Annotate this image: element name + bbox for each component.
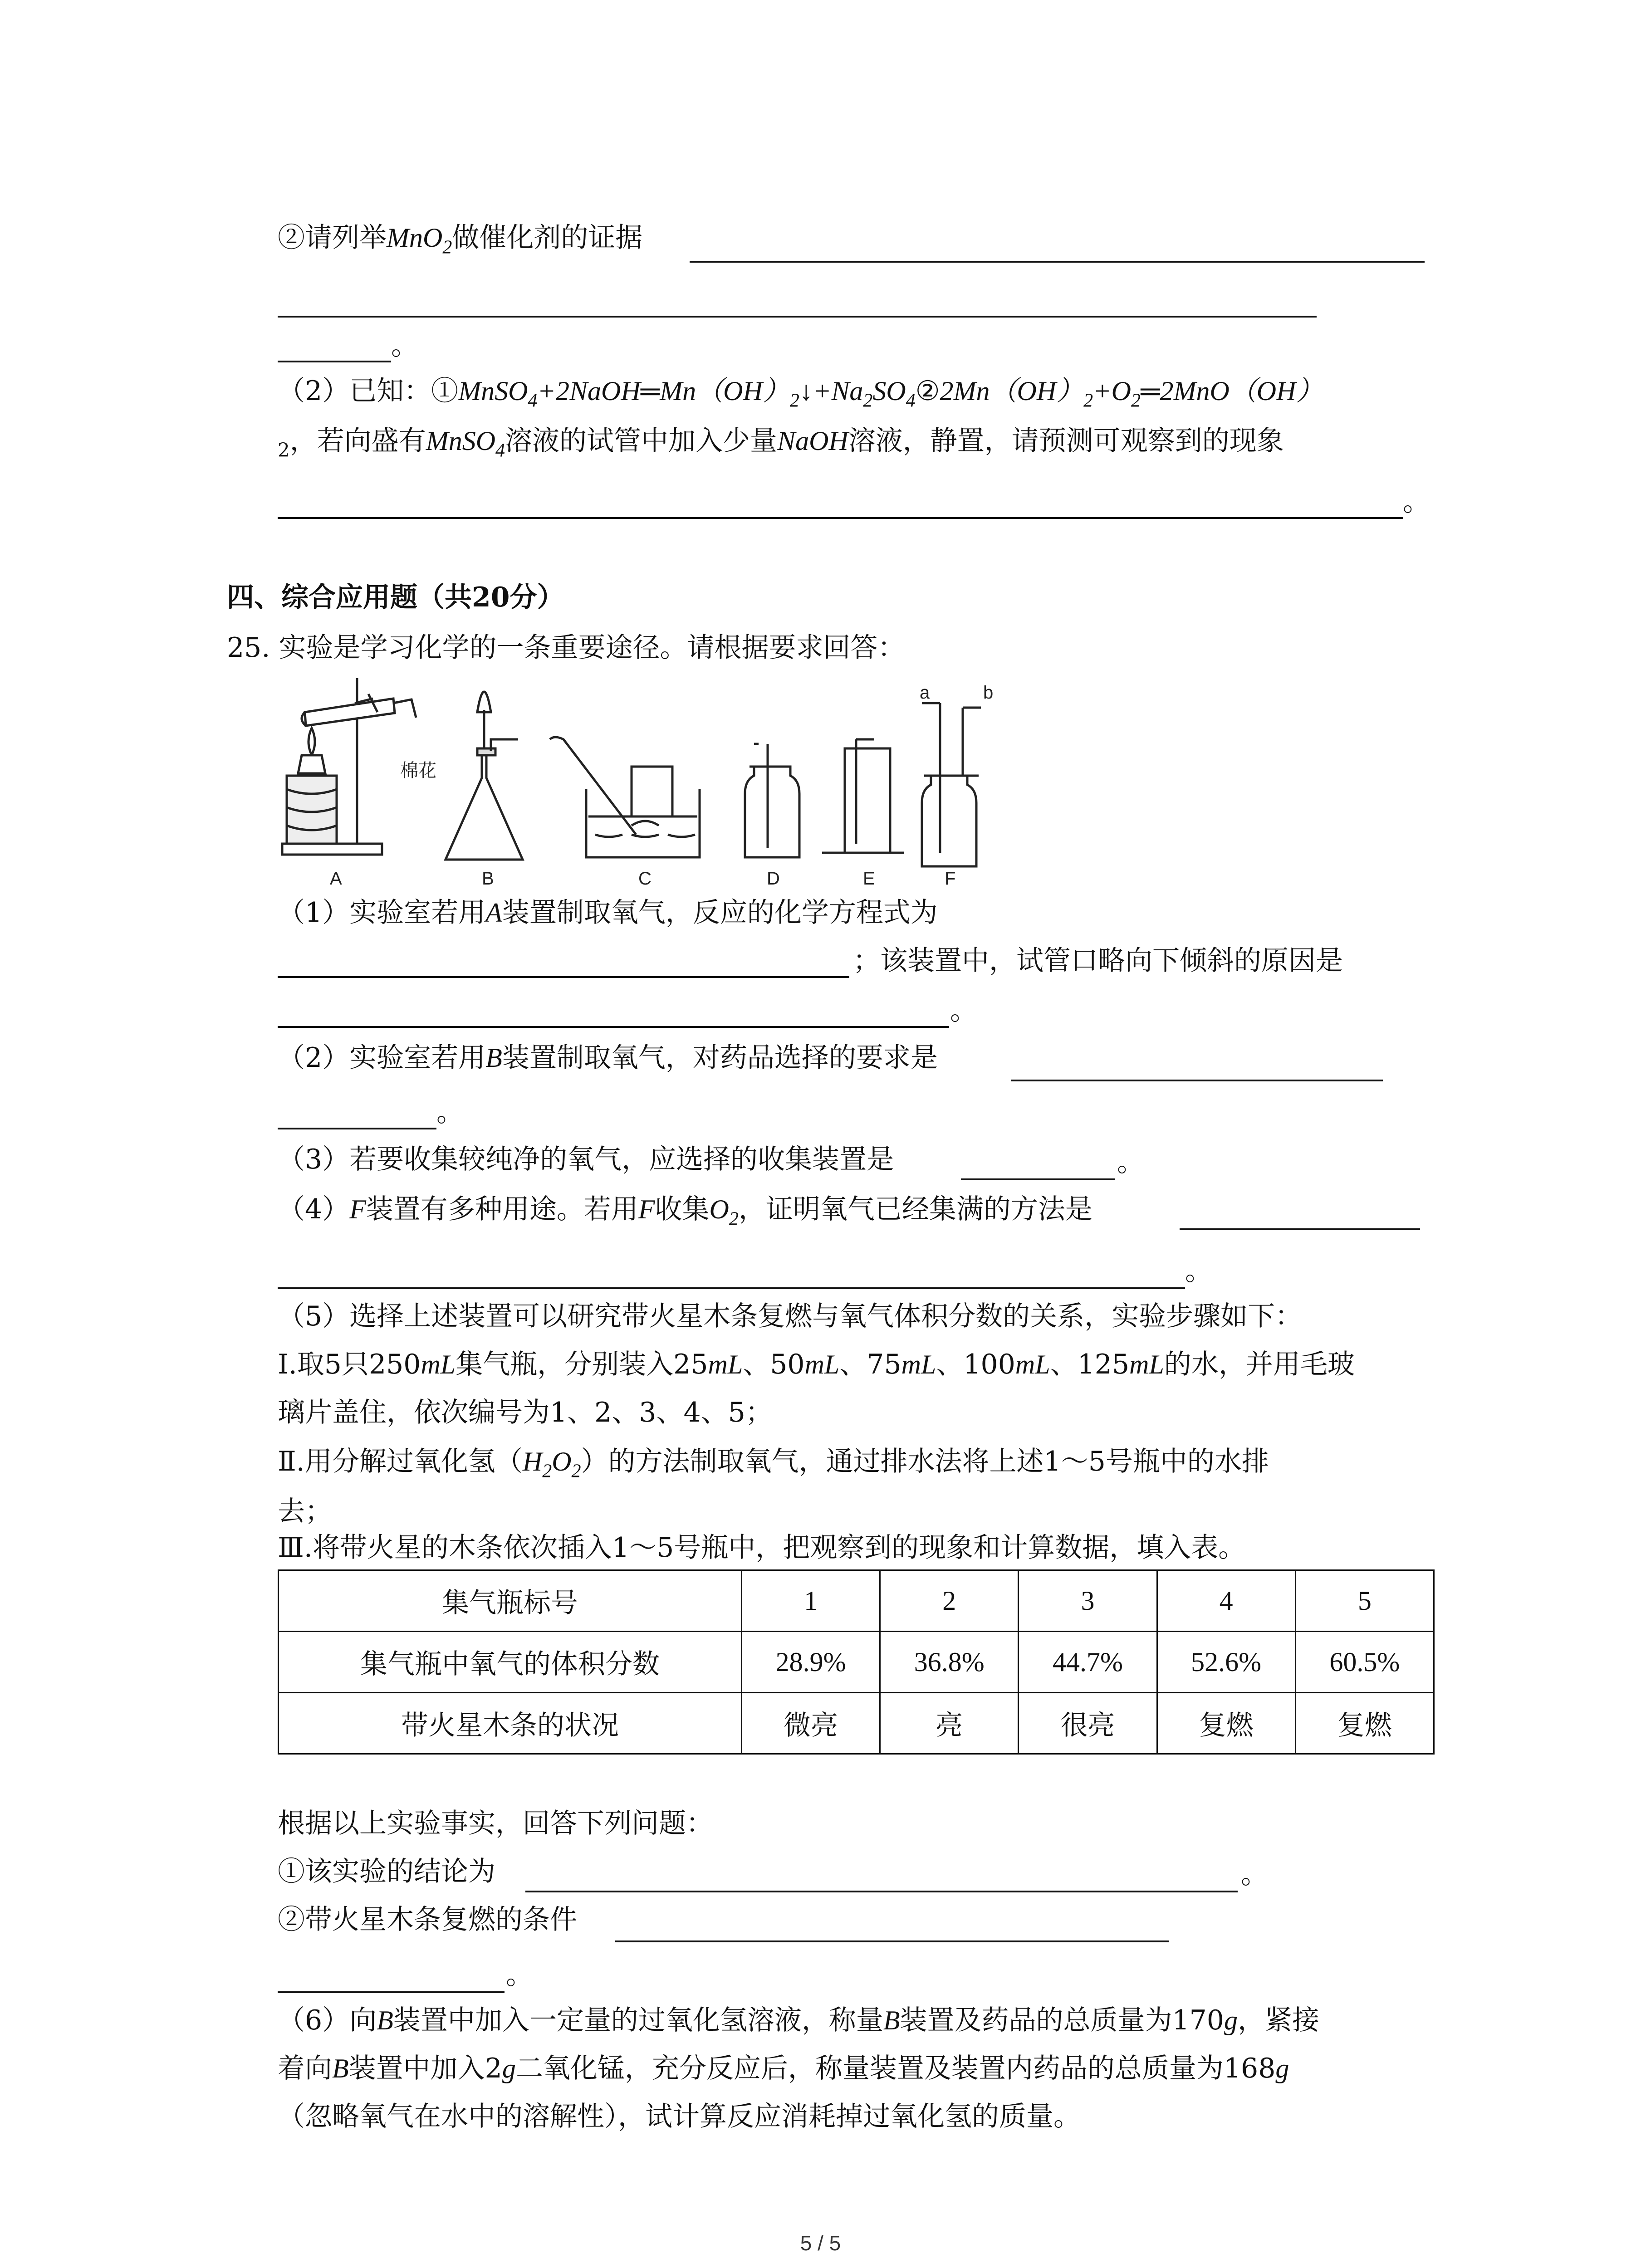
s1-c: 、50 <box>743 1349 805 1380</box>
q25-equation-blank[interactable] <box>278 976 849 978</box>
q24-part2-line: （2）已知：$①MnSO_4+2NaOH═Mn(OH)_2↓+Na_2SO_4②2Mn(OH)_2+O_2═2MnO(OH)$ <box>278 375 1323 411</box>
s2-a: Ⅱ.用分解过氧化氢（ <box>278 1446 523 1477</box>
q24-part2-b: 溶液的试管中加入少量 <box>505 425 778 457</box>
unit-ml: mL <box>1015 1349 1050 1379</box>
label-d: D <box>767 869 780 889</box>
label-c: C <box>638 869 652 889</box>
q25-condition-end: 。 <box>506 1959 533 1991</box>
unit-ml: mL <box>804 1349 840 1379</box>
table-cell: 亮 <box>880 1693 1019 1754</box>
q25-conclusion-label: ①该实验的结论为 <box>278 1856 495 1887</box>
q24-part2-prefix: （2）已知：① <box>278 375 459 407</box>
q25-part3-line <box>278 1140 894 1178</box>
q25-collect-blank[interactable] <box>961 1178 1115 1180</box>
q24-period: 。 <box>391 330 418 362</box>
device-f-ref: F <box>349 1194 366 1224</box>
q25-reason-blank[interactable] <box>278 1026 949 1028</box>
p6-f: 装置中加入2 <box>348 2053 502 2084</box>
row-header-number: 集气瓶标号 <box>279 1570 742 1632</box>
mno2-formula: MnO$_2$ <box>387 223 452 258</box>
device-b-ref: B <box>883 2005 900 2035</box>
q25-p4-b: 装置有多种用途。若用 <box>366 1193 638 1225</box>
q25-p3-end: 。 <box>1117 1146 1144 1178</box>
device-b-ref: B <box>485 1043 502 1073</box>
q25-conclusion-blank[interactable] <box>525 1891 1238 1892</box>
device-b-ref: B <box>332 2053 349 2083</box>
q25-step3: Ⅲ.将带火星的木条依次插入1～5号瓶中，把观察到的现象和计算数据，填入表。 <box>278 1532 1246 1564</box>
unit-ml: mL <box>1129 1349 1164 1379</box>
table-cell: 1 <box>742 1570 880 1632</box>
naoh-formula: NaOH <box>777 426 848 456</box>
apparatus-b <box>446 692 523 860</box>
row-header-fraction: 集气瓶中氧气的体积分数 <box>279 1632 742 1693</box>
q25-p4-a: （4） <box>278 1193 350 1225</box>
q24-phenomenon-period: 。 <box>1403 486 1430 518</box>
q24-part2-line2: $_2$，若向盛有MnSO$_4$溶液的试管中加入少量NaOH溶液，静置，请预测可观察到的现象 <box>278 425 1284 461</box>
unit-ml: mL <box>421 1349 456 1379</box>
p6-e: 着向 <box>278 2053 332 2084</box>
table-cell: 3 <box>1019 1570 1157 1632</box>
label-a: A <box>330 869 342 889</box>
p6-d: ，紧接 <box>1238 2004 1320 2036</box>
q24-evidence-b: 做催化剂的证据 <box>452 222 643 254</box>
p6-c: 装置及药品的总质量为170 <box>900 2004 1225 2036</box>
device-a-ref: A <box>485 898 502 928</box>
o2-formula: $O_2$ <box>709 1194 739 1230</box>
apparatus-e <box>822 739 904 853</box>
q25-condition-blank-2[interactable] <box>278 1991 505 1993</box>
s1-b: 集气瓶，分别装入25 <box>456 1349 708 1380</box>
q25-part4-line <box>278 1190 1092 1228</box>
apparatus-c <box>550 737 700 857</box>
q25-p2-a: （2）实验室若用 <box>278 1042 486 1074</box>
device-f-ref-2: F <box>638 1194 655 1224</box>
q25-condition-label: ②带火星木条复燃的条件 <box>278 1904 577 1936</box>
q25-drug-blank-1[interactable] <box>1011 1080 1383 1081</box>
unit-g: g <box>502 2053 516 2083</box>
q25-part2-line <box>278 1039 938 1077</box>
label-f: F <box>945 869 956 889</box>
device-b-ref: B <box>377 2005 393 2035</box>
table-cell: 4 <box>1157 1570 1295 1632</box>
q25-full-blank-2[interactable] <box>278 1287 1185 1289</box>
q24-evidence-line <box>278 219 642 257</box>
unit-ml: mL <box>708 1349 743 1379</box>
q24-answer-blank-1[interactable] <box>690 261 1425 263</box>
q25-stem: 25. 实验是学习化学的一条重要途径。请根据要求回答： <box>227 632 905 664</box>
table-cell: 28.9% <box>742 1632 880 1693</box>
row-header-state: 带火星木条的状况 <box>279 1693 742 1754</box>
table-row <box>279 1570 1434 1632</box>
cotton-label: 棉花 <box>400 761 436 781</box>
label-b: B <box>482 869 494 889</box>
p6-b: 装置中加入一定量的过氧化氢溶液，称量 <box>393 2004 883 2036</box>
apparatus-f <box>922 703 981 866</box>
apparatus-d <box>745 744 799 857</box>
q25-step1-line2: 璃片盖住，依次编号为1、2、3、4、5； <box>278 1397 773 1428</box>
table-cell: 很亮 <box>1019 1693 1157 1754</box>
q24-part2-c: 溶液，静置，请预测可观察到的现象 <box>848 425 1284 457</box>
table-cell: 60.5% <box>1295 1632 1434 1693</box>
section-title: 四、综合应用题（共20分） <box>227 582 564 613</box>
q24-phenomenon-blank[interactable] <box>278 517 1403 519</box>
q24-answer-blank-3[interactable] <box>278 361 391 362</box>
q25-p1-end: 。 <box>950 995 977 1026</box>
q25-step2-line2: 去； <box>278 1496 332 1527</box>
s1-a: Ⅰ.取5只250 <box>278 1349 421 1380</box>
q25-p1-a: （1）实验室若用 <box>278 897 486 929</box>
q25-step2-line1 <box>278 1442 1269 1481</box>
h2o2-formula: $H_2O_2$ <box>522 1447 581 1482</box>
q25-part5-intro: （5）选择上述装置可以研究带火星木条复燃与氧气体积分数的关系，实验步骤如下： <box>278 1300 1303 1332</box>
table-row <box>279 1632 1434 1693</box>
q25-p1-c: ；该装置中，试管口略向下倾斜的原因是 <box>853 945 1343 977</box>
table-cell: 36.8% <box>880 1632 1019 1693</box>
apparatus-figure <box>278 671 1049 889</box>
table-cell: 复燃 <box>1295 1693 1434 1754</box>
reaction-2: $2Mn(OH)_2+O_2═2MnO(OH)$ <box>940 376 1323 411</box>
q25-p4-end: 。 <box>1185 1255 1212 1287</box>
table-cell: 复燃 <box>1157 1693 1295 1754</box>
q25-p4-c: 收集 <box>655 1193 710 1225</box>
q25-condition-blank-1[interactable] <box>615 1941 1169 1942</box>
s2-b: ）的方法制取氧气，通过排水法将上述1～5号瓶中的水排 <box>581 1446 1269 1477</box>
q25-conclusion-end: 。 <box>1241 1858 1268 1890</box>
q25-p4-d: ，证明氧气已经集满的方法是 <box>738 1193 1092 1225</box>
unit-g: g <box>1275 2053 1289 2083</box>
unit-ml: mL <box>901 1349 936 1379</box>
label-e: E <box>863 869 875 889</box>
q25-p1-b: 装置制取氧气，反应的化学方程式为 <box>502 897 938 929</box>
unit-g: g <box>1224 2005 1238 2035</box>
s1-e: 、100 <box>936 1349 1015 1380</box>
table-cell: 微亮 <box>742 1693 880 1754</box>
q25-p3: （3）若要收集较纯净的氧气，应选择的收集装置是 <box>278 1144 894 1175</box>
q25-p2-b: 装置制取氧气，对药品选择的要求是 <box>502 1042 938 1074</box>
mnso4-formula: MnSO$_4$ <box>426 426 505 461</box>
q25-part6-line1 <box>278 2001 1319 2039</box>
apparatus-a <box>282 678 416 855</box>
q25-drug-blank-2[interactable] <box>278 1128 436 1129</box>
q25-step1-line1 <box>278 1345 1355 1383</box>
q25-p2-end: 。 <box>436 1096 464 1128</box>
p6-a: （6）向 <box>278 2004 377 2036</box>
q25-full-blank-1[interactable] <box>1180 1228 1420 1230</box>
q25-after-table: 根据以上实验事实，回答下列问题： <box>278 1808 713 1839</box>
page-number: 5 / 5 <box>800 2231 841 2255</box>
q25-part1-line <box>278 894 938 932</box>
q25-part6-line3: （忽略氧气在水中的溶解性），试计算反应消耗掉过氧化氢的质量。 <box>278 2101 1081 2132</box>
reaction-1: $MnSO_4+2NaOH═Mn(OH)_2↓+Na_2SO_4$ <box>458 376 916 411</box>
s1-g: 的水，并用毛玻 <box>1164 1349 1355 1380</box>
q24-answer-blank-2[interactable] <box>278 316 1317 318</box>
s1-d: 、75 <box>839 1349 901 1380</box>
q24-part2-a: ，若向盛有 <box>289 425 426 457</box>
q25-part6-line2 <box>278 2049 1289 2087</box>
port-a-label: a <box>920 683 930 703</box>
table-cell: 44.7% <box>1019 1632 1157 1693</box>
p6-g: 二氧化锰，充分反应后，称量装置及装置内药品的总质量为168 <box>515 2053 1276 2084</box>
results-table <box>278 1569 1435 1755</box>
table-cell: 2 <box>880 1570 1019 1632</box>
table-cell: 5 <box>1295 1570 1434 1632</box>
table-cell: 52.6% <box>1157 1632 1295 1693</box>
table-row <box>279 1693 1434 1754</box>
s1-f: 、125 <box>1050 1349 1130 1380</box>
q24-evidence-a: ②请列举 <box>278 222 387 254</box>
port-b-label: b <box>983 683 994 703</box>
